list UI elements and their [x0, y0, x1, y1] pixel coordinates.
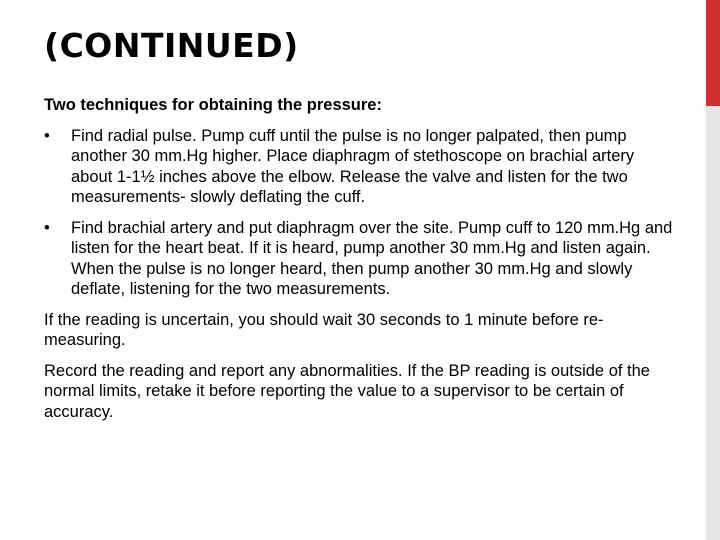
list-item	[44, 126, 674, 208]
paragraph-uncertain: If the reading is uncertain, you should wait 30 seconds to 1 minute before re-measuring.	[44, 310, 604, 349]
bullet-icon: •	[44, 126, 50, 145]
slide-body	[44, 95, 674, 432]
subheading: Two techniques for obtaining the pressure:	[44, 96, 382, 114]
accent-bar-lower	[706, 106, 720, 540]
bullet-text: Find radial pulse. Pump cuff until the pulse is no longer palpated, then pump another 30 mm.Hg higher. Place diaphragm of stethoscope on brachial artery about 1-1½ inches above the elbow. Release the valve and listen for the two measurements- slowly deflating the cuff.	[71, 126, 635, 206]
accent-bar	[706, 0, 720, 106]
list-item	[44, 218, 674, 300]
paragraph-record: Record the reading and report any abnormalities. If the BP reading is outside of the normal limits, retake it before reporting the value to a supervisor to be certain of accuracy.	[44, 361, 650, 421]
slide-title: (CONTINUED)	[44, 26, 299, 65]
technique-list	[44, 126, 674, 300]
bullet-text: Find brachial artery and put diaphragm over the site. Pump cuff to 120 mm.Hg and listen for the heart beat. If it is heard, pump another 30 mm.Hg and listen again. When the pulse is no longer heard, then pump another 30 mm.Hg and slowly deflate, listening for the two measurements.	[71, 218, 673, 298]
bullet-icon: •	[44, 218, 50, 237]
